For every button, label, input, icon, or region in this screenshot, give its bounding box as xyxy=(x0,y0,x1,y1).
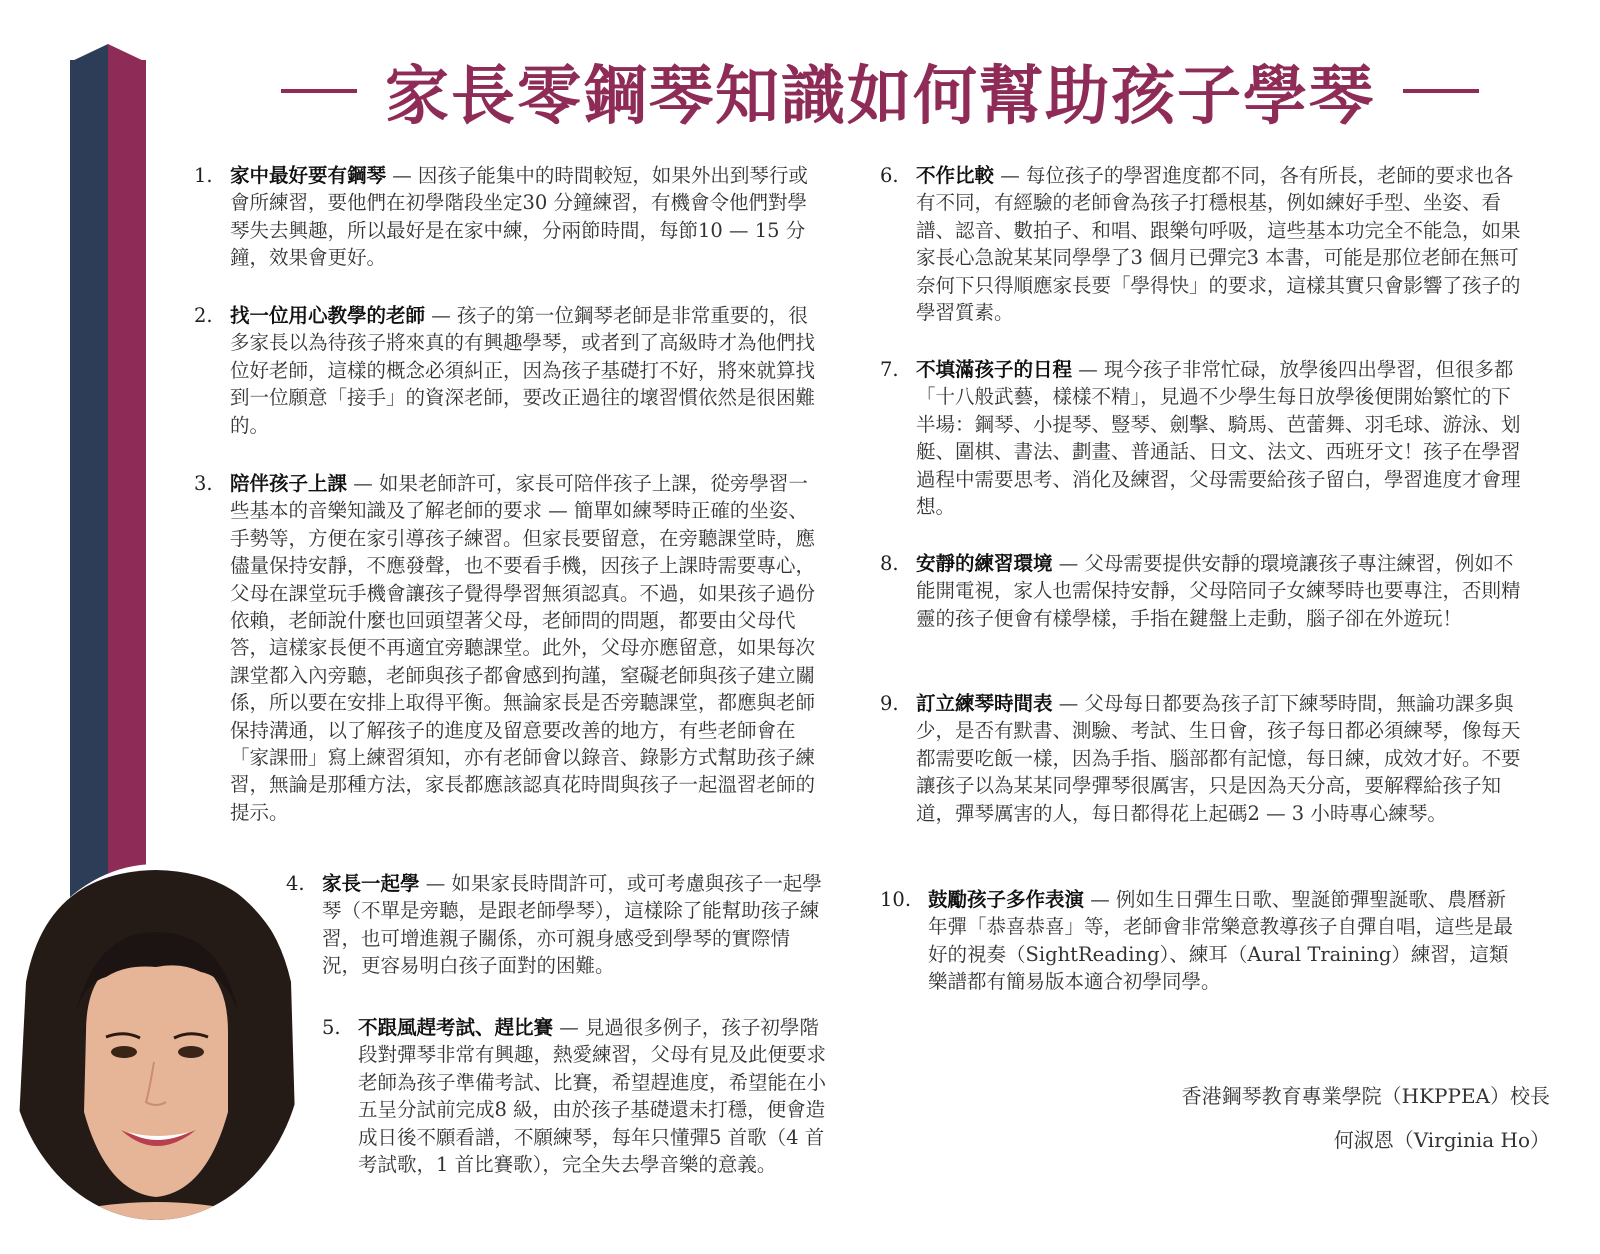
item-heading: 不作比較 xyxy=(916,164,995,187)
item-number: 10. xyxy=(880,888,912,911)
title-row xyxy=(200,54,1560,134)
item-body: 例如生日彈生日歌、聖誕節彈聖誕歌、農曆新年彈「恭喜恭喜」等，老師會非常樂意教導孩子自彈自唱，這些是最好的視奏（SightReading）、練耳（Aural Training）練習，這類樂譜都有簡易版本適合初學同學。 xyxy=(928,888,1514,994)
list-item-5 xyxy=(322,1014,827,1178)
item-heading: 訂立練琴時間表 xyxy=(916,692,1053,715)
item-number: 3. xyxy=(194,472,213,495)
item-dash: — xyxy=(1084,888,1116,911)
author-portrait xyxy=(6,862,306,1222)
item-body: 父母需要提供安靜的環境讓孩子專注練習，例如不能開電視，家人也需保持安靜，父母陪同子女練琴時也要專注，否則精靈的孩子便會有樣學樣，手指在鍵盤上走動，腦子卻在外遊玩！ xyxy=(916,552,1521,630)
item-number: 7. xyxy=(880,358,899,381)
item-body: 因孩子能集中的時間較短，如果外出到琴行或會所練習，要他們在初學階段坐定30 分鐘練習，有機會令他們對學琴失去興趣，所以最好是在家中練，分兩節時間，每節10 — 15 分鐘，效果會更好。 xyxy=(230,164,808,270)
list-item-8 xyxy=(880,550,1522,632)
item-body: 如果家長時間許可，或可考慮與孩子一起學琴（不單是旁聽，是跟老師學琴），這樣除了能幫助孩子練習，也可增進親子關係，亦可親身感受到學琴的實際情況，更容易明白孩子面對的困難。 xyxy=(322,872,822,978)
item-dash: — xyxy=(1052,552,1085,575)
list-item-7 xyxy=(880,356,1522,520)
item-body: 孩子的第一位鋼琴老師是非常重要的，很多家長以為待孩子將來真的有興趣學琴，或者到了高級時才為他們找位好老師，這樣的概念必須糾正，因為孩子基礎打不好，將來就算找到一位願意「接手」的資深老師，要改正過往的壞習慣依然是很困難的。 xyxy=(230,304,816,437)
list-item-10 xyxy=(880,886,1522,996)
item-heading: 家中最好要有鋼琴 xyxy=(230,164,387,187)
item-number: 5. xyxy=(322,1016,341,1039)
decorative-bar-navy xyxy=(70,60,108,960)
item-number: 1. xyxy=(194,164,213,187)
item-heading: 安靜的練習環境 xyxy=(916,552,1053,575)
item-dash: — xyxy=(553,1016,585,1039)
item-heading: 找一位用心教學的老師 xyxy=(230,304,426,327)
item-body: 父母每日都要為孩子訂下練琴時間，無論功課多與少，是否有默書、測驗、考試、生日會，孩子每日都必須練琴，像每天都需要吃飯一樣，因為手指、腦部都有記憶，每日練，成效才好。不要讓孩子以為某某同學彈琴很厲害，只是因為天分高，要解釋給孩子知道，彈琴厲害的人，每日都得花上起碼2 — 3 小時專心練琴。 xyxy=(916,692,1521,825)
list-item-1 xyxy=(194,162,826,272)
item-dash: — xyxy=(386,164,418,187)
item-dash: — xyxy=(419,872,452,895)
item-heading: 不跟風趕考試、趕比賽 xyxy=(358,1016,554,1039)
signature-name: 何淑恩（Virginia Ho） xyxy=(1333,1128,1550,1152)
item-dash: — xyxy=(1072,358,1104,381)
decorative-bar-plum xyxy=(108,60,146,960)
item-body: 見過很多例子，孩子初學階段對彈琴非常有興趣，熱愛練習，父母有見及此便要求老師為孩子準備考試、比賽，希望趕進度，希望能在小五呈分試前完成8 級，由於孩子基礎還未打穩，便會造成日後不願看譜，不願練琴，每年只懂彈5 首歌（4 首考試歌，1 首比賽歌），完全失去學音樂的意義。 xyxy=(358,1016,827,1177)
title-rule-right xyxy=(1403,89,1479,93)
item-number: 4. xyxy=(286,872,305,895)
item-dash: — xyxy=(347,472,379,495)
item-dash: — xyxy=(1052,692,1085,715)
signature-title: 香港鋼琴教育專業學院（HKPPEA）校長 xyxy=(1181,1084,1550,1108)
item-body: 如果老師許可，家長可陪伴孩子上課，從旁學習一些基本的音樂知識及了解老師的要求 — 簡單如練琴時正確的坐姿、手勢等，方便在家引導孩子練習。但家長要留意，在旁聽課堂時，應儘量保持安靜，不應發聲，也不要看手機，因孩子上課時需要專心，父母在課堂玩手機會讓孩子覺得學習無須認真。不過，如果孩子過份依賴，老師說什麼也回頭望著父母，老師問的問題，都要由父母代答，這樣家長便不再適宜旁聽課堂。此外，父母亦應留意，如果每次課堂都入內旁聽，老師與孩子都會感到拘謹，窒礙老師與孩子建立關係，所以要在安排上取得平衡。無論家長是否旁聽課堂，都應與老師保持溝通，以了解孩子的進度及留意要改善的地方，有些老師會在「家課冊」寫上練習須知，亦有老師會以錄音、錄影方式幫助孩子練習，無論是那種方法，家長都應該認真花時間與孩子一起溫習老師的提示。 xyxy=(230,472,816,824)
item-heading: 鼓勵孩子多作表演 xyxy=(928,888,1085,911)
page-title: 家長零鋼琴知識如何幫助孩子學琴 xyxy=(385,60,1375,134)
item-number: 8. xyxy=(880,552,899,575)
title-rule-left xyxy=(281,89,357,93)
list-item-2 xyxy=(194,302,826,439)
item-dash: — xyxy=(425,304,457,327)
item-heading: 陪伴孩子上課 xyxy=(230,472,348,495)
item-heading: 家長一起學 xyxy=(322,872,420,895)
list-item-9 xyxy=(880,690,1522,827)
item-heading: 不填滿孩子的日程 xyxy=(916,358,1073,381)
item-number: 6. xyxy=(880,164,899,187)
item-body: 每位孩子的學習進度都不同，各有所長，老師的要求也各有不同，有經驗的老師會為孩子打穩根基，例如練好手型、坐姿、看譜、認音、數拍子、和唱、跟樂句呼吸，這些基本功完全不能急，如果家長心急說某某同學學了3 個月已彈完3 本書，可能是那位老師在無可奈何下只得順應家長要「學得快」的要求，這樣其實只會影響了孩子的學習質素。 xyxy=(916,164,1521,325)
item-body: 現今孩子非常忙碌，放學後四出學習，但很多都「十八般武藝，樣樣不精」，見過不少學生每日放學後便開始繁忙的下半場：鋼琴、小提琴、豎琴、劍擊、騎馬、芭蕾舞、羽毛球、游泳、划艇、圍棋、書法、劃畫、普通話、日文、法文、西班牙文！孩子在學習過程中需要思考、消化及練習，父母需要給孩子留白，學習進度才會理想。 xyxy=(916,358,1521,519)
item-number: 2. xyxy=(194,304,213,327)
item-dash: — xyxy=(994,164,1026,187)
list-item-6 xyxy=(880,162,1522,326)
list-item-4 xyxy=(286,870,826,980)
decorative-bar-cap xyxy=(70,44,146,62)
list-item-3 xyxy=(194,470,826,826)
item-number: 9. xyxy=(880,692,899,715)
